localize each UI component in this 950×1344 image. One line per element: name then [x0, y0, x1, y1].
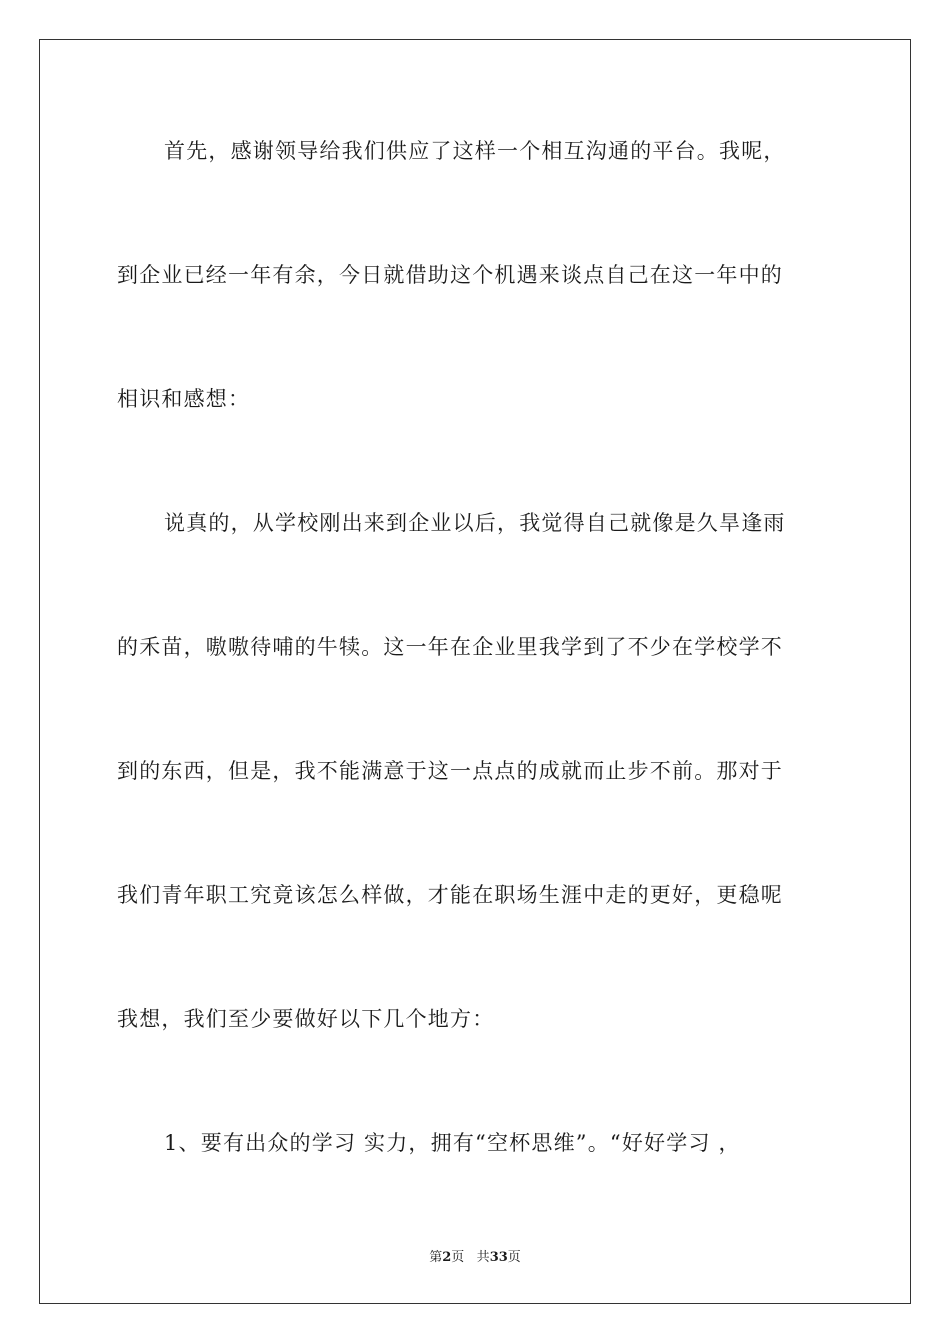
- page-footer: [0, 1246, 950, 1265]
- footer-total-suffix: 页: [507, 1250, 521, 1265]
- total-page-count: 33: [489, 1250, 508, 1265]
- paragraph-line: 的禾苗，嗷嗷待哺的牛犊。这一年在企业里我学到了不少在学校学不: [117, 635, 783, 659]
- paragraph-line: 我想，我们至少要做好以下几个地方：: [117, 1007, 495, 1031]
- paragraph-line: 我们青年职工究竟该怎么样做，才能在职场生涯中走的更好，更稳呢: [117, 883, 783, 907]
- footer-prefix: 第: [429, 1250, 443, 1265]
- paragraph-line: 1、要有出众的学习 实力，拥有“空杯思维”。“好好学习 ，: [164, 1131, 741, 1155]
- paragraph-line: 到的东西，但是，我不能满意于这一点点的成就而止步不前。那对于: [117, 759, 783, 783]
- paragraph-line: 说真的，从学校刚出来到企业以后，我觉得自己就像是久旱逢雨: [164, 511, 786, 535]
- footer-page-suffix: 页: [451, 1250, 465, 1265]
- footer-total-prefix: 共: [476, 1250, 490, 1265]
- page-border: [39, 39, 911, 1304]
- current-page-number: 2: [442, 1250, 452, 1265]
- paragraph-line: 到企业已经一年有余，今日就借助这个机遇来谈点自己在这一年中的: [117, 263, 783, 287]
- paragraph-line: 相识和感想：: [117, 387, 251, 411]
- paragraph-line: 首先，感谢领导给我们供应了这样一个相互沟通的平台。我呢，: [164, 139, 786, 163]
